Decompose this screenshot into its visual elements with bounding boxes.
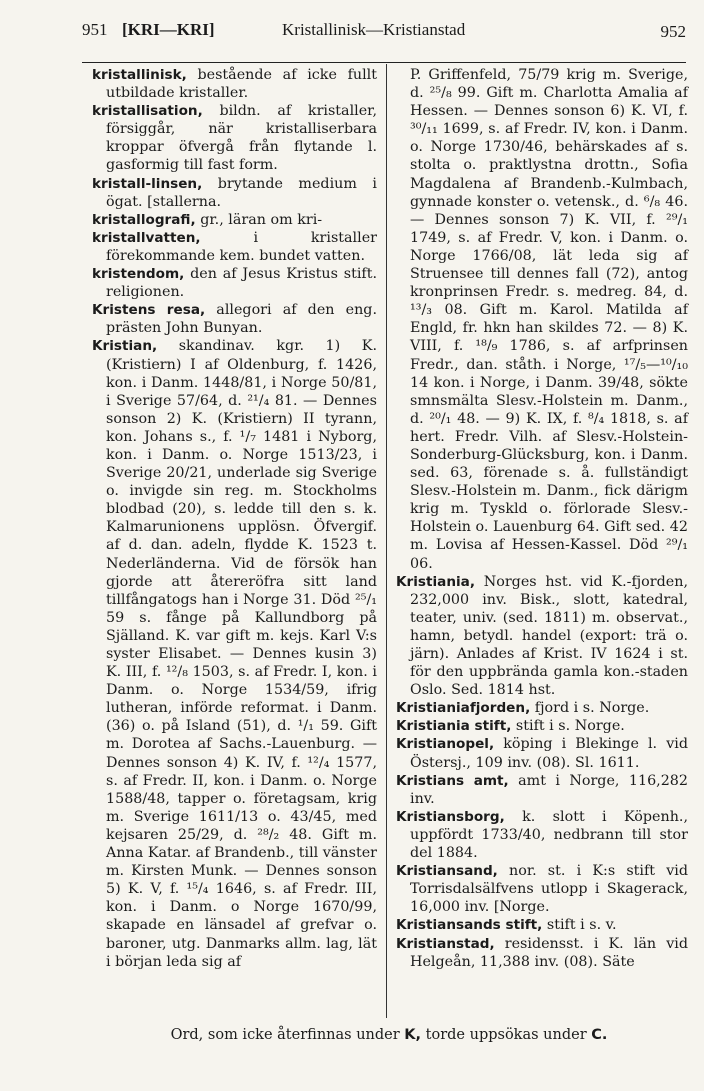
dictionary-entry (92, 102, 377, 174)
footer-text: Ord, som icke återfinnas under (170, 1027, 405, 1043)
dictionary-entry (92, 337, 377, 970)
entry-text: residensst. i K. län vid Helgeån, 11,388 inv. (08). Säte (410, 935, 688, 970)
running-title: Kristallinisk—Kristianstad (282, 20, 466, 39)
column-divider (386, 64, 387, 1018)
dictionary-entry (396, 935, 688, 971)
entry-text: köping i Blekinge l. vid Östersj., 109 inv. (08). Sl. 1611. (410, 736, 688, 771)
footer-letter: K, (404, 1027, 422, 1043)
page-range: [KRI—KRI] (122, 20, 215, 39)
dictionary-entry (92, 265, 377, 301)
headword: Kristiania, (396, 573, 475, 590)
dictionary-entry (396, 808, 688, 862)
dictionary-entry (92, 66, 377, 102)
headword: kristall-linsen, (92, 175, 203, 192)
headword: Kristens resa, (92, 302, 206, 319)
headword: kristallvatten, (92, 229, 201, 246)
entry-text: gr., läran om kri- (195, 211, 323, 228)
entry-text: stift i s. v. (542, 917, 617, 934)
dictionary-entry (396, 735, 688, 771)
header-rule (82, 62, 686, 63)
dictionary-entry (396, 717, 688, 735)
headword: Kristians amt, (396, 772, 509, 789)
entry-text: k. slott i Köpenh., uppfördt 1733/40, nedbrann till stor del 1884. (410, 808, 688, 862)
headword: Kristiansand, (396, 863, 498, 880)
entry-text: allegori af den eng. prästen John Bunyan. (106, 302, 377, 337)
dictionary-entry (396, 573, 688, 700)
dictionary-entry (92, 229, 377, 265)
left-column (92, 66, 377, 971)
headword: Kristiansborg, (396, 808, 505, 825)
entry-text: Norges hst. vid K.-fjorden, 232,000 inv. Bisk., slott, katedral, teater, univ. (sed. 1811) m. observat., hamn, betydl. handel (export: trä o. järn). Anlades af Krist. IV 1624 i st. för den uppbrända gamla kon.-staden Oslo. Sed. 1814 hst. (410, 573, 688, 699)
dictionary-entry (92, 211, 377, 229)
headword: Kristiania stift, (396, 718, 512, 735)
page-footer-note (92, 1027, 686, 1043)
headword: Kristiansands stift, (396, 917, 543, 934)
headword: kristallisation, (92, 103, 203, 120)
dictionary-entry (396, 772, 688, 808)
entry-continuation: P. Griffenfeld, 75/79 krig m. Sverige, d. ²⁵/₈ 99. Gift m. Charlotta Amalia af Hessen. — Dennes sonson 6) K. VI, f. ³⁰/₁₁ 1699, s. af Fredr. IV, kon. i Danm. o. Norge 1730/46, behärskades af s. stolta o. praktlystna drottn., Sofia Magdalena af Brandenb.-Kulmbach, gynnade konster o. vetensk., d. ⁶/₈ 46. — Dennes sonson 7) K. VII, f. ²⁹/₁ 1749, s. af Fredr. V, kon. i Danm. o. Norge 1766/08, lät leda sig af Struensee till dennes fall (72), antog kronprinsen Fredr. s. medreg. 84, d. ¹³/₃ 08. Gift m. Karol. Matilda af Engld, fr. hkn han skildes 72. — 8) K. VIII, f. ¹⁸/₉ 1786, s. af arfprinsen Fredr., dan. ståth. i Norge, ¹⁷/₅—¹⁰/₁₀ 14 kon. i Norge, i Danm. 39/48, sökte smnsmälta Slesv.-Holstein m. Danm., d. ²⁰/₁ 48. — 9) K. IX, f. ⁸/₄ 1818, s. af hert. Fredr. Vilh. af Slesv.-Holstein-Sonderburg-Glücksburg, kon. i Danm. sed. 63, förenade s. å. fullständigt Slesv.-Holstein m. Danm., fick därigm krig m. Tyskld o. förlorade Slesv.-Holstein o. Lauenburg 64. Gift sed. 42 m. Lovisa af Hessen-Kassel. Död ²⁹/₁ 06. (410, 67, 688, 572)
entry-text: bestående af icke fullt utbildade kristaller. (106, 67, 377, 102)
entry-text: skandinav. kgr. 1) K. (Kristiern) I af Oldenburg, f. 1426, kon. i Danm. 1448/81, i Norge 50/81, i Sverige 57/64, d. ²¹/₄ 81. — Dennes sonson 2) K. (Kristiern) II tyrann, kon. Johans s., f. ¹/₇ 1481 i Nyborg, kon. i Danm. o. Norge 1513/23, i Sverige 20/21, underlade sig Sverige o. invigde sin reg. m. Stockholms blodbad (20), s. ledde till den s. k. Kalmarunionens upplösn. Öfvergif. af d. dan. adeln, flydde K. 1523 t. Nederländerna. Vid de försök han gjorde att återeröfra sitt land tillfångatogs han i Norge 31. Död ²⁵/₁ 59 s. fånge på Kallundborg på Själland. K. var gift m. kejs. Karl V:s syster Elisabet. — Dennes kusin 3) K. III, f. ¹²/₈ 1503, s. af Fredr. I, kon. i Danm. o. Norge 1534/59, ifrig lutheran, införde reformat. i Danm. (36) o. på Island (51), d. ¹/₁ 59. Gift m. Dorotea af Sachs.-Lauenburg. — Dennes sonson 4) K. IV, f. ¹²/₄ 1577, s. af Fredr. II, kon. i Danm. o. Norge 1588/48, tapper o. företagsam, krig m. Sverige 1611/13 o. 43/45, med kejsaren 25/29, d. ²⁸/₂ 48. Gift m. Anna Katar. af Brandenb., till vänster m. Kirsten Munk. — Dennes sonson 5) K. V, f. ¹⁵/₄ 1646, s. af Fredr. III, kon. i Danm. o Norge 1670/99, skapade en länsadel af grefvar o. baroner, utg. Danmarks allm. lag, lät i början leda sig af (106, 338, 377, 970)
headword: Kristianiafjorden, (396, 700, 531, 717)
entry-text: i kristaller förekommande kem. bundet vatten. (106, 229, 377, 264)
entry-text: amt i Norge, 116,282 inv. (410, 772, 688, 807)
headword: Kristian, (92, 338, 158, 355)
right-column (396, 66, 688, 971)
entry-text: bildn. af kristaller, försiggår, när kristalliserbara kroppar öfvergå från flytande l. gasformig till fast form. (106, 103, 377, 174)
entry-text: den af Jesus Kristus stift. religionen. (106, 266, 377, 301)
headword: kristendom, (92, 266, 185, 283)
page-number-right: 952 (660, 22, 686, 41)
entry-text: fjord i s. Norge. (530, 700, 650, 717)
headword: Kristianopel, (396, 736, 495, 753)
footer-letter: C. (591, 1027, 608, 1043)
headword: Kristianstad, (396, 935, 495, 952)
footer-text: torde uppsökas under (421, 1027, 592, 1043)
entry-text: stift i s. Norge. (511, 718, 625, 735)
dictionary-entry (396, 699, 688, 717)
entry-text: brytande medium i ögat. [stallerna. (106, 175, 377, 210)
dictionary-entry (396, 916, 688, 934)
dictionary-entry (396, 862, 688, 916)
headword: kristallinisk, (92, 67, 187, 83)
dictionary-entry (92, 301, 377, 337)
dictionary-entry (92, 175, 377, 211)
entry-text: nor. st. i K:s stift vid Torrisdalsälfvens utlopp i Skagerack, 16,000 inv. [Norge. (410, 863, 688, 916)
page-number-left: 951 (82, 20, 108, 39)
headword: kristallografi, (92, 211, 196, 228)
page-header (82, 20, 686, 46)
